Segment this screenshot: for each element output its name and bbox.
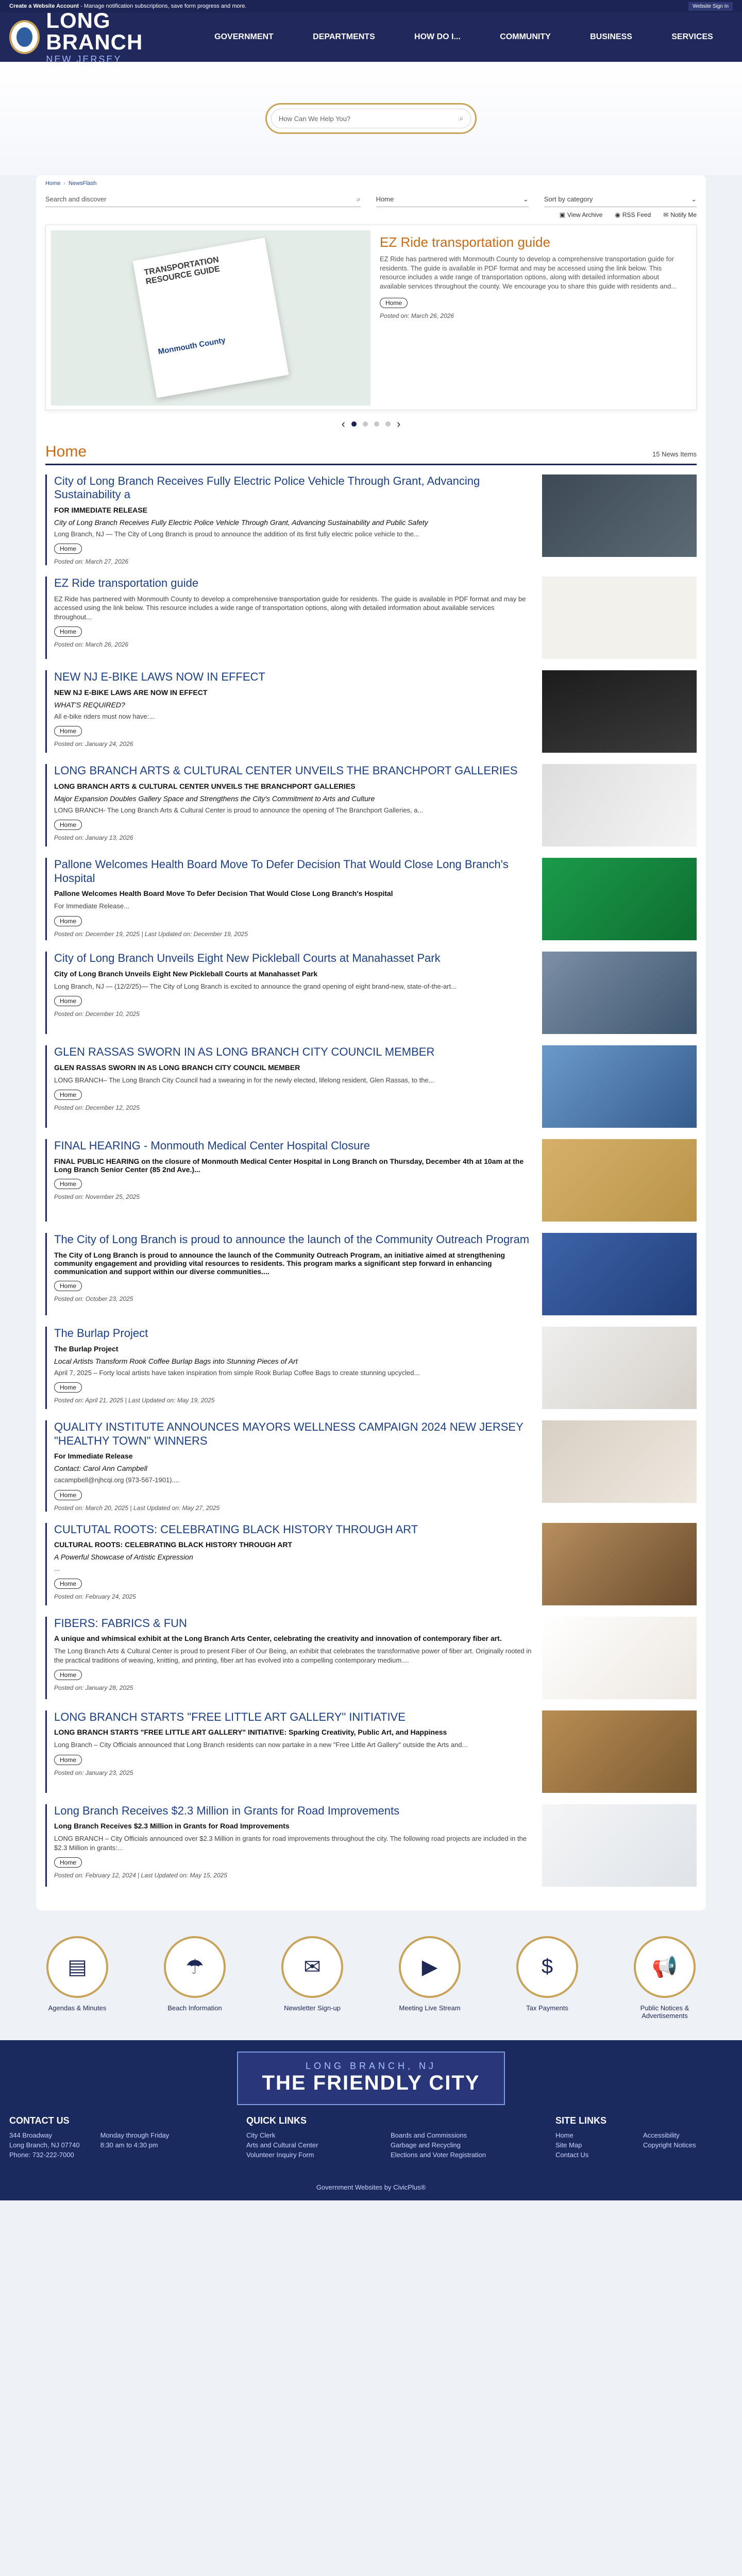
phone[interactable]: Phone: 732-222-7000: [9, 2150, 74, 2159]
news-body: [54, 1523, 533, 1605]
sort-select[interactable]: [544, 192, 697, 207]
news-sub: NEW NJ E-BIKE LAWS ARE NOW IN EFFECT: [54, 688, 208, 697]
quick-link-notices[interactable]: [623, 1936, 706, 2020]
news-sub2: Major Expansion Doubles Gallery Space and Strengthens the City's Commitment to Arts and Culture: [54, 794, 375, 803]
brand-sub: NEW JERSEY: [46, 54, 122, 64]
quick-links-title: QUICK LINKS: [246, 2115, 307, 2126]
news-title[interactable]: LONG BRANCH STARTS "FREE LITTLE ART GALLERY" INITIATIVE: [54, 1710, 406, 1723]
news-tag-home[interactable]: Home: [54, 1179, 82, 1189]
quick-link-agendas[interactable]: [36, 1936, 119, 2020]
news-text: LONG BRANCH– The Long Branch City Council had a swearing in for the newly elected, lifelong resident, Glen Rassas, to the...: [54, 1076, 434, 1084]
news-thumbnail[interactable]: [542, 670, 697, 753]
news-actions: [45, 211, 697, 218]
news-posted: Posted on: February 12, 2024 | Last Updated on: May 15, 2025: [54, 1872, 228, 1879]
news-posted: Posted on: December 12, 2025: [54, 1104, 140, 1112]
news-title[interactable]: City of Long Branch Receives Fully Electric Police Vehicle Through Grant, Advancing Sustainability a: [54, 474, 480, 501]
news-sub: Pallone Welcomes Health Board Move To Defer Decision That Would Close Long Branch's Hospital: [54, 889, 393, 898]
megaphone-icon: 📢: [634, 1936, 696, 1998]
news-body: [54, 1710, 533, 1793]
friendly-top: LONG BRANCH, NJ: [305, 2060, 437, 2071]
section-title: Home: [45, 443, 87, 460]
quick-link-label: Public Notices & Advertisements: [640, 2004, 689, 2020]
news-posted: Posted on: March 26, 2026: [54, 641, 129, 649]
nav-business[interactable]: BUSINESS: [590, 32, 632, 41]
news-sub: GLEN RASSAS SWORN IN AS LONG BRANCH CITY COUNCIL MEMBER: [54, 1063, 300, 1072]
search-placeholder: How Can We Help You?: [279, 114, 351, 123]
news-item: [45, 577, 697, 659]
featured-image[interactable]: [51, 230, 370, 405]
news-body: [54, 764, 533, 846]
footer-link[interactable]: Arts and Cultural Center: [246, 2141, 318, 2149]
news-title[interactable]: Long Branch Receives $2.3 Million in Grants for Road Improvements: [54, 1804, 400, 1817]
featured-body: [370, 230, 691, 404]
news-body: [54, 952, 533, 1034]
news-item: [45, 1710, 697, 1793]
brand: [46, 10, 195, 65]
news-text: Long Branch, NJ — (12/2/25)— The City of Long Branch is excited to announce the grand opening of eight brand-new, state-of-the-art...: [54, 982, 457, 990]
featured-home-tag[interactable]: Home: [380, 298, 408, 308]
news-tag-home[interactable]: Home: [54, 1857, 82, 1868]
rss-feed-label: RSS Feed: [622, 211, 651, 218]
news-sub2: Local Artists Transform Rook Coffee Burlap Bags into Stunning Pieces of Art: [54, 1357, 298, 1365]
umbrella-icon: ☂: [164, 1936, 226, 1998]
chevron-down-icon: ⌄: [522, 195, 529, 203]
contact-title: CONTACT US: [9, 2115, 70, 2126]
news-body: [54, 670, 533, 753]
quick-link-label: Newsletter Sign-up: [284, 2004, 341, 2012]
quick-link-newsletter[interactable]: [271, 1936, 353, 2020]
news-tag-home[interactable]: Home: [54, 1281, 82, 1291]
featured-posted: Posted on: March 26, 2026: [380, 312, 454, 320]
quick-link-tax[interactable]: [506, 1936, 588, 2020]
search-input[interactable]: [271, 109, 471, 128]
news-thumbnail[interactable]: [542, 1420, 697, 1503]
news-posted: Posted on: January 28, 2025: [54, 1684, 133, 1692]
footer-link[interactable]: Site Map: [555, 2141, 582, 2149]
view-archive-label: View Archive: [567, 211, 603, 218]
news-body: [54, 1139, 533, 1222]
brand-name: LONG BRANCH: [46, 8, 143, 54]
main-nav: [195, 32, 733, 42]
filter-row: [45, 192, 697, 207]
news-thumbnail[interactable]: [542, 474, 697, 557]
news-thumbnail[interactable]: [542, 1617, 697, 1699]
address-line: Long Branch, NJ 07740: [9, 2141, 80, 2149]
news-sub: A unique and whimsical exhibit at the Long Branch Arts Center, celebrating the creativity and innovation of contemporary fiber art.: [54, 1634, 502, 1643]
notify-me-link[interactable]: [663, 211, 697, 218]
news-title[interactable]: NEW NJ E-BIKE LAWS NOW IN EFFECT: [54, 670, 265, 684]
news-tag-home[interactable]: Home: [54, 726, 82, 736]
news-main: [36, 175, 706, 1910]
news-thumbnail[interactable]: [542, 1045, 697, 1128]
news-tag-home[interactable]: Home: [54, 1755, 82, 1765]
footer-link[interactable]: Garbage and Recycling: [391, 2141, 461, 2149]
breadcrumb: [45, 180, 697, 187]
news-search-placeholder: Search and discover: [45, 195, 107, 203]
news-tag-home[interactable]: Home: [54, 544, 82, 554]
news-title[interactable]: CULTUTAL ROOTS: CELEBRATING BLACK HISTORY THROUGH ART: [54, 1522, 418, 1536]
news-tag-home[interactable]: Home: [54, 1090, 82, 1100]
news-item: [45, 952, 697, 1034]
news-item: [45, 474, 697, 565]
news-thumbnail[interactable]: [542, 1233, 697, 1315]
nav-how-do-i[interactable]: HOW DO I...: [414, 32, 461, 41]
view-archive-link[interactable]: [560, 211, 603, 218]
carousel-prev-icon[interactable]: ‹: [341, 417, 345, 430]
news-body: [54, 474, 533, 565]
logo[interactable]: [9, 10, 195, 65]
news-sub: Long Branch Receives $2.3 Million in Grants for Road Improvements: [54, 1822, 290, 1831]
quick-link-meeting[interactable]: [389, 1936, 471, 2020]
category-select[interactable]: [376, 192, 529, 207]
news-sub: CULTURAL ROOTS: CELEBRATING BLACK HISTORY THROUGH ART: [54, 1540, 292, 1549]
news-title[interactable]: LONG BRANCH ARTS & CULTURAL CENTER UNVEILS THE BRANCHPORT GALLERIES: [54, 764, 518, 777]
news-list: [45, 474, 697, 1887]
nav-services[interactable]: SERVICES: [671, 32, 713, 41]
news-body: [54, 577, 533, 659]
news-text: ...: [54, 1565, 60, 1573]
nav-departments[interactable]: DEPARTMENTS: [313, 32, 375, 41]
news-posted: Posted on: January 24, 2026: [54, 740, 133, 748]
news-title[interactable]: Pallone Welcomes Health Board Move To Defer Decision That Would Close Long Branch's Hospital: [54, 858, 509, 885]
footer-link[interactable]: Copyright Notices: [643, 2141, 696, 2149]
footer-link[interactable]: Elections and Voter Registration: [391, 2150, 486, 2159]
search-icon[interactable]: ⌕: [357, 195, 361, 203]
footer-columns: [0, 2105, 742, 2176]
news-item: [45, 1420, 697, 1511]
news-item: [45, 1233, 697, 1315]
address-line: 344 Broadway: [9, 2131, 53, 2139]
news-tag-home[interactable]: Home: [54, 1490, 82, 1500]
footer-link[interactable]: City Clerk: [246, 2131, 276, 2139]
news-title[interactable]: The City of Long Branch is proud to announce the launch of the Community Outreach Program: [54, 1233, 530, 1246]
booklet-title: TRANSPORTATION RESOURCE GUIDE: [143, 255, 221, 286]
news-thumbnail[interactable]: [542, 1327, 697, 1409]
news-title[interactable]: FINAL HEARING - Monmouth Medical Center Hospital Closure: [54, 1139, 370, 1153]
booklet-county: Monmouth County: [157, 335, 226, 357]
news-tag-home[interactable]: Home: [54, 996, 82, 1006]
news-posted: Posted on: December 10, 2025: [54, 1010, 140, 1018]
news-sub2: WHAT'S REQUIRED?: [54, 700, 125, 709]
news-thumbnail[interactable]: [542, 1139, 697, 1222]
breadcrumb-separator: ›: [63, 180, 66, 187]
news-item: [45, 1804, 697, 1887]
news-tag-home[interactable]: Home: [54, 1579, 82, 1589]
news-body: [54, 1420, 533, 1511]
news-posted: Posted on: January 13, 2026: [54, 834, 133, 842]
city-seal-icon: [9, 20, 40, 54]
site-links-title: SITE LINKS: [555, 2115, 607, 2126]
news-title[interactable]: QUALITY INSTITUTE ANNOUNCES MAYORS WELLNESS CAMPAIGN 2024 NEW JERSEY "HEALTHY TOWN" WINNERS: [54, 1420, 524, 1447]
news-thumbnail[interactable]: [542, 764, 697, 846]
carousel-dot[interactable]: [385, 421, 391, 427]
account-note: [9, 3, 246, 9]
news-body: [54, 1804, 533, 1887]
carousel-controls: [45, 417, 697, 431]
category-value: Home: [376, 195, 394, 203]
news-sub: The Burlap Project: [54, 1344, 119, 1353]
agenda-icon: ▤: [46, 1936, 108, 1998]
news-text: cacampbell@njhcqi.org (973-567-1901)....: [54, 1476, 179, 1484]
news-posted: Posted on: November 25, 2025: [54, 1193, 140, 1200]
footer-link[interactable]: Boards and Commissions: [391, 2131, 467, 2139]
news-thumbnail[interactable]: [542, 1804, 697, 1887]
quick-link-label: Beach Information: [167, 2004, 222, 2012]
news-body: [54, 858, 533, 940]
news-text: LONG BRANCH- The Long Branch Arts & Cultural Center is proud to announce the opening of The Branchport Galleries, a...: [54, 806, 424, 814]
news-item: [45, 858, 697, 940]
carousel-dot[interactable]: [351, 421, 357, 427]
news-sub: FOR IMMEDIATE RELEASE: [54, 505, 147, 514]
news-sub: The City of Long Branch is proud to announce the launch of the Community Outreach Program, an initiative aimed at strengthening community engagement and providing vital resources to residents. This program marks a significant step forward in enhancing communication and support within our diverse communities....: [54, 1250, 505, 1276]
hours-line: 8:30 am to 4:30 pm: [100, 2141, 158, 2149]
quick-link-label: Agendas & Minutes: [48, 2004, 107, 2012]
news-text: LONG BRANCH – City Officials announced over $2.3 Million in grants for road improvements throughout the city. The following road projects are included in the $2.3 Million in grants:...: [54, 1835, 527, 1852]
news-body: [54, 1233, 533, 1315]
news-sub: LONG BRANCH ARTS & CULTURAL CENTER UNVEILS THE BRANCHPORT GALLERIES: [54, 782, 356, 790]
breadcrumb-home[interactable]: Home: [45, 180, 61, 187]
guide-booklet: [133, 238, 289, 398]
news-tag-home[interactable]: Home: [54, 916, 82, 926]
rss-icon: ◉: [615, 211, 620, 218]
news-title[interactable]: City of Long Branch Unveils Eight New Pickleball Courts at Manahasset Park: [54, 952, 441, 965]
site-search: [265, 103, 477, 134]
news-sub: LONG BRANCH STARTS "FREE LITTLE ART GALLERY" INITIATIVE: Sparking Creativity, Public Art, and Happiness: [54, 1728, 447, 1737]
news-item: [45, 670, 697, 753]
news-tag-home[interactable]: Home: [54, 626, 82, 637]
news-search-input[interactable]: [45, 192, 361, 207]
news-sub: City of Long Branch Unveils Eight New Pickleball Courts at Manahasset Park: [54, 969, 318, 978]
friendly-big: THE FRIENDLY CITY: [262, 2071, 480, 2094]
news-item: [45, 1523, 697, 1605]
friendly-banner: [237, 2052, 505, 2105]
news-tag-home[interactable]: Home: [54, 820, 82, 830]
account-note-text: - Manage notification subscriptions, save form progress and more.: [80, 3, 247, 9]
news-body: [54, 1327, 533, 1409]
featured-title[interactable]: EZ Ride transportation guide: [380, 234, 550, 250]
footer-link[interactable]: Contact Us: [555, 2150, 589, 2159]
news-text: For Immediate Release...: [54, 902, 129, 910]
news-body: [54, 1045, 533, 1128]
nav-government[interactable]: GOVERNMENT: [214, 32, 274, 41]
site-footer: [0, 2040, 742, 2200]
rss-feed-link[interactable]: [615, 211, 651, 218]
news-item: [45, 1139, 697, 1222]
footer-link[interactable]: Home: [555, 2131, 574, 2139]
section-header: [45, 443, 697, 461]
news-title[interactable]: GLEN RASSAS SWORN IN AS LONG BRANCH CITY COUNCIL MEMBER: [54, 1045, 435, 1059]
quick-link-beach[interactable]: [154, 1936, 236, 2020]
mail-icon: ✉: [663, 211, 669, 218]
footer-link[interactable]: Accessibility: [643, 2131, 680, 2139]
news-title[interactable]: The Burlap Project: [54, 1327, 148, 1340]
civicplus-credit[interactable]: Government Websites by CivicPlus®: [316, 2183, 426, 2191]
footer-link[interactable]: Volunteer Inquiry Form: [246, 2150, 314, 2159]
news-thumbnail[interactable]: [542, 1710, 697, 1793]
news-text: The Long Branch Arts & Cultural Center is proud to present Fiber of Our Being, an exhibit that celebrates the transformative power of fiber art. Originally rooted in the practical traditions of weaving, knitting, and printing, fiber art has evolved into a compelling contemporary medium....: [54, 1647, 532, 1664]
news-posted: Posted on: March 27, 2026: [54, 558, 129, 566]
section-divider: [45, 464, 697, 465]
news-title[interactable]: FIBERS: FABRICS & FUN: [54, 1616, 187, 1630]
news-sub2: City of Long Branch Receives Fully Electric Police Vehicle Through Grant, Advancing Sustainability and Public Safety: [54, 518, 428, 527]
search-hero: [0, 62, 742, 175]
quick-link-label: Meeting Live Stream: [399, 2004, 461, 2012]
featured-text: EZ Ride has partnered with Monmouth County to develop a comprehensive transportation guide for residents. The guide is available in PDF format and may be accessed using the link below. This resource includes a wide range of transportation options, along with detailed information about available services throughout the county. We encourage you to share this guide with residents and...: [380, 255, 677, 290]
nav-community[interactable]: COMMUNITY: [500, 32, 551, 41]
video-icon: ▶: [399, 1936, 461, 1998]
sort-value: Sort by category: [544, 195, 593, 203]
notify-me-label: Notify Me: [670, 211, 697, 218]
news-count: 15 News Items: [652, 450, 697, 458]
quick-links-column: [246, 2115, 535, 2161]
news-sub2: Contact: Carol Ann Campbell: [54, 1464, 147, 1473]
hours-line: Monday through Friday: [100, 2131, 170, 2139]
carousel-dot[interactable]: [363, 421, 368, 427]
news-body: [54, 1617, 533, 1699]
news-posted: Posted on: January 23, 2025: [54, 1769, 133, 1776]
news-item: [45, 1327, 697, 1409]
news-text: Long Branch, NJ — The City of Long Branch is proud to announce the addition of its first fully electric police vehicle to the...: [54, 530, 419, 538]
news-posted: Posted on: December 19, 2025 | Last Updated on: December 19, 2025: [54, 930, 248, 938]
news-text: Long Branch – City Officials announced that Long Branch residents can now partake in a new "Free Little Art Gallery" outside the Arts and...: [54, 1741, 468, 1749]
chevron-down-icon: ⌄: [691, 195, 697, 203]
news-thumbnail[interactable]: [542, 577, 697, 659]
news-item: [45, 1617, 697, 1699]
archive-icon: ▣: [559, 211, 565, 218]
contact-column: [9, 2115, 226, 2161]
breadcrumb-newsflash[interactable]: NewsFlash: [69, 180, 97, 187]
news-tag-home[interactable]: Home: [54, 1670, 82, 1680]
news-sub: For Immediate Release: [54, 1452, 133, 1461]
carousel-dot[interactable]: [374, 421, 379, 427]
news-item: [45, 764, 697, 846]
news-title[interactable]: EZ Ride transportation guide: [54, 577, 199, 590]
news-sub2: A Powerful Showcase of Artistic Expression: [54, 1553, 193, 1562]
featured-news: [45, 225, 697, 410]
news-item: [45, 1045, 697, 1128]
carousel-next-icon[interactable]: ›: [397, 417, 401, 430]
money-icon: $: [516, 1936, 578, 1998]
news-posted: Posted on: April 21, 2025 | Last Updated on: May 19, 2025: [54, 1397, 215, 1404]
news-text: All e-bike riders must now have:...: [54, 712, 155, 720]
quick-links: [36, 1936, 706, 2020]
news-posted: Posted on: February 24, 2025: [54, 1592, 136, 1600]
site-header: [0, 8, 742, 64]
news-thumbnail[interactable]: [542, 858, 697, 940]
news-posted: Posted on: March 20, 2025 | Last Updated on: May 27, 2025: [54, 1504, 220, 1512]
news-thumbnail[interactable]: [542, 952, 697, 1034]
sign-in-button[interactable]: Website Sign In: [688, 2, 733, 11]
news-posted: Posted on: October 23, 2025: [54, 1295, 133, 1302]
search-icon[interactable]: ⌕: [459, 114, 463, 122]
news-text: April 7, 2025 – Forty local artists have taken inspiration from simple Rook Burlap Coffee Bags to create stunning upcycled...: [54, 1368, 420, 1377]
create-account-link[interactable]: Create a Website Account: [9, 3, 79, 9]
newsletter-icon: ✉: [281, 1936, 343, 1998]
site-links-column: [555, 2115, 731, 2161]
news-thumbnail[interactable]: [542, 1523, 697, 1605]
news-text: EZ Ride has partnered with Monmouth County to develop a comprehensive transportation guide for residents. The guide is available in PDF format and may be accessed using the link below. This resource includes a wide range of transportation options, along with detailed information about available services throughout...: [54, 595, 526, 621]
news-tag-home[interactable]: Home: [54, 1382, 82, 1393]
news-sub: FINAL PUBLIC HEARING on the closure of Monmouth Medical Center Hospital in Long Branch on Thursday, December 4th at 10am at the Long Branch Senior Center (85 2nd Ave.)...: [54, 1157, 524, 1174]
quick-link-label: Tax Payments: [526, 2004, 568, 2012]
